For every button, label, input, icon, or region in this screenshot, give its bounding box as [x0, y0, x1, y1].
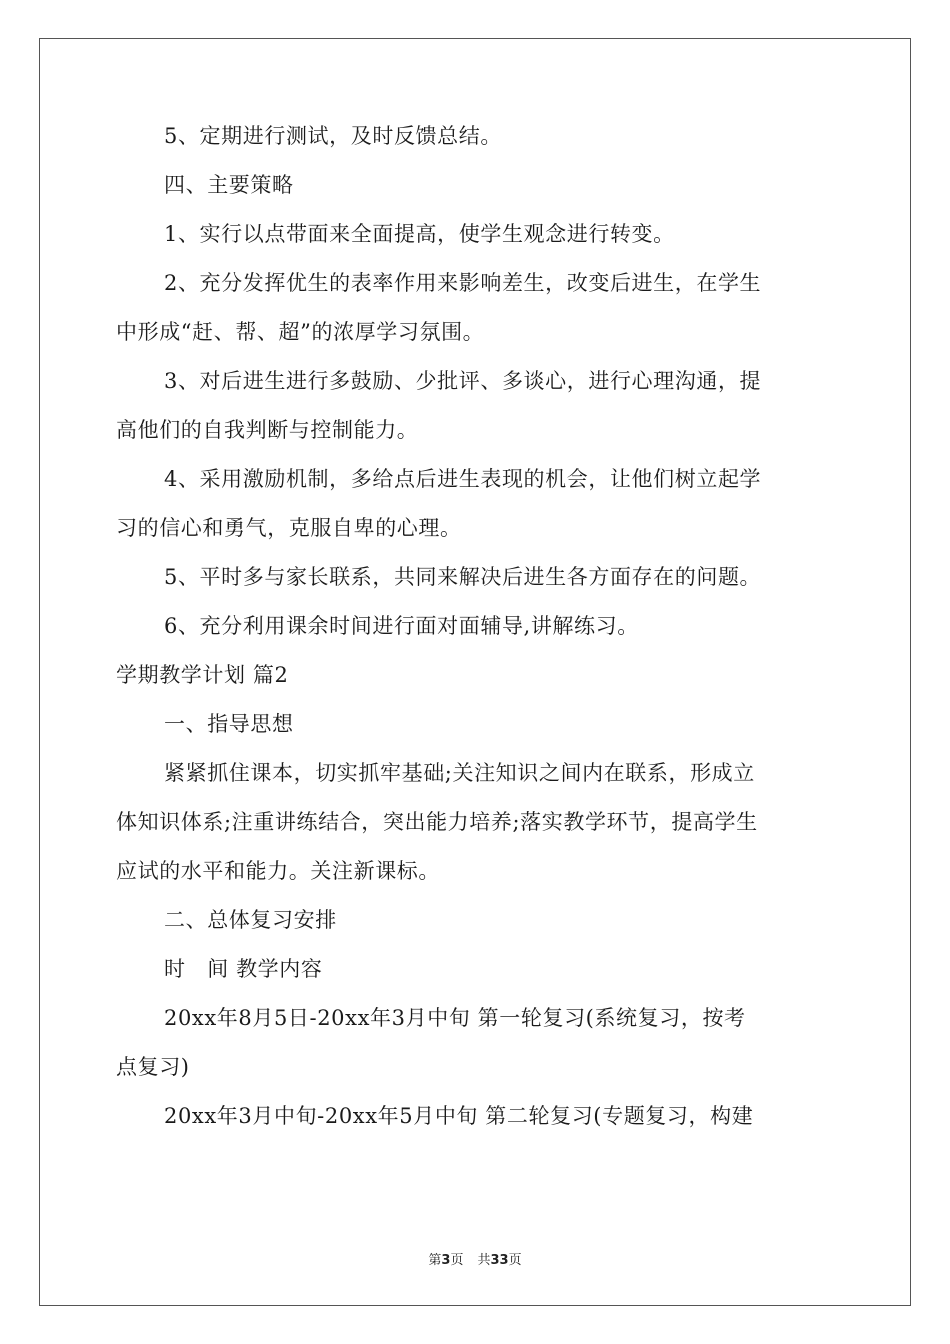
- section-heading: 四、主要策略: [164, 173, 294, 197]
- text-line: 6、充分利用课余时间进行面对面辅导,讲解练习。: [164, 614, 639, 638]
- article-title: 学期教学计划 篇2: [116, 663, 289, 687]
- section-heading: 二、总体复习安排: [164, 908, 337, 932]
- footer-prefix: 第: [428, 1253, 442, 1268]
- total-page-number: 33: [490, 1253, 509, 1268]
- schedule-row: 点复习): [116, 1055, 190, 1079]
- section-heading: 一、指导思想: [164, 712, 294, 736]
- schedule-header: 时 间 教学内容: [164, 957, 323, 981]
- footer-page-unit: 页: [450, 1253, 464, 1268]
- text-line: 体知识体系;注重讲练结合，突出能力培养;落实教学环节，提高学生: [116, 810, 758, 834]
- footer-total-prefix: 共: [477, 1253, 491, 1268]
- text-line: 2、充分发挥优生的表率作用来影响差生，改变后进生，在学生: [164, 271, 762, 295]
- text-line: 1、实行以点带面来全面提高，使学生观念进行转变。: [164, 222, 675, 246]
- page-footer: [0, 1249, 950, 1268]
- schedule-row: 20xx年8月5日-20xx年3月中旬 第一轮复习(系统复习，按考: [164, 1006, 746, 1030]
- schedule-row: 20xx年3月中旬-20xx年5月中旬 第二轮复习(专题复习，构建: [164, 1104, 754, 1128]
- text-line: 5、平时多与家长联系，共同来解决后进生各方面存在的问题。: [164, 565, 762, 589]
- text-line: 紧紧抓住课本，切实抓牢基础;关注知识之间内在联系，形成立: [164, 761, 755, 785]
- footer-total-unit: 页: [508, 1253, 522, 1268]
- text-line: 习的信心和勇气，克服自卑的心理。: [116, 516, 462, 540]
- text-line: 4、采用激励机制，多给点后进生表现的机会，让他们树立起学: [164, 467, 762, 491]
- text-line: 中形成“赶、帮、超”的浓厚学习氛围。: [116, 320, 485, 344]
- document-body: [116, 124, 836, 1153]
- text-line: 5、定期进行测试，及时反馈总结。: [164, 124, 502, 148]
- text-line: 3、对后进生进行多鼓励、少批评、多谈心，进行心理沟通，提: [164, 369, 762, 393]
- current-page-number: 3: [441, 1253, 451, 1268]
- text-line: 高他们的自我判断与控制能力。: [116, 418, 419, 442]
- text-line: 应试的水平和能力。关注新课标。: [116, 859, 440, 883]
